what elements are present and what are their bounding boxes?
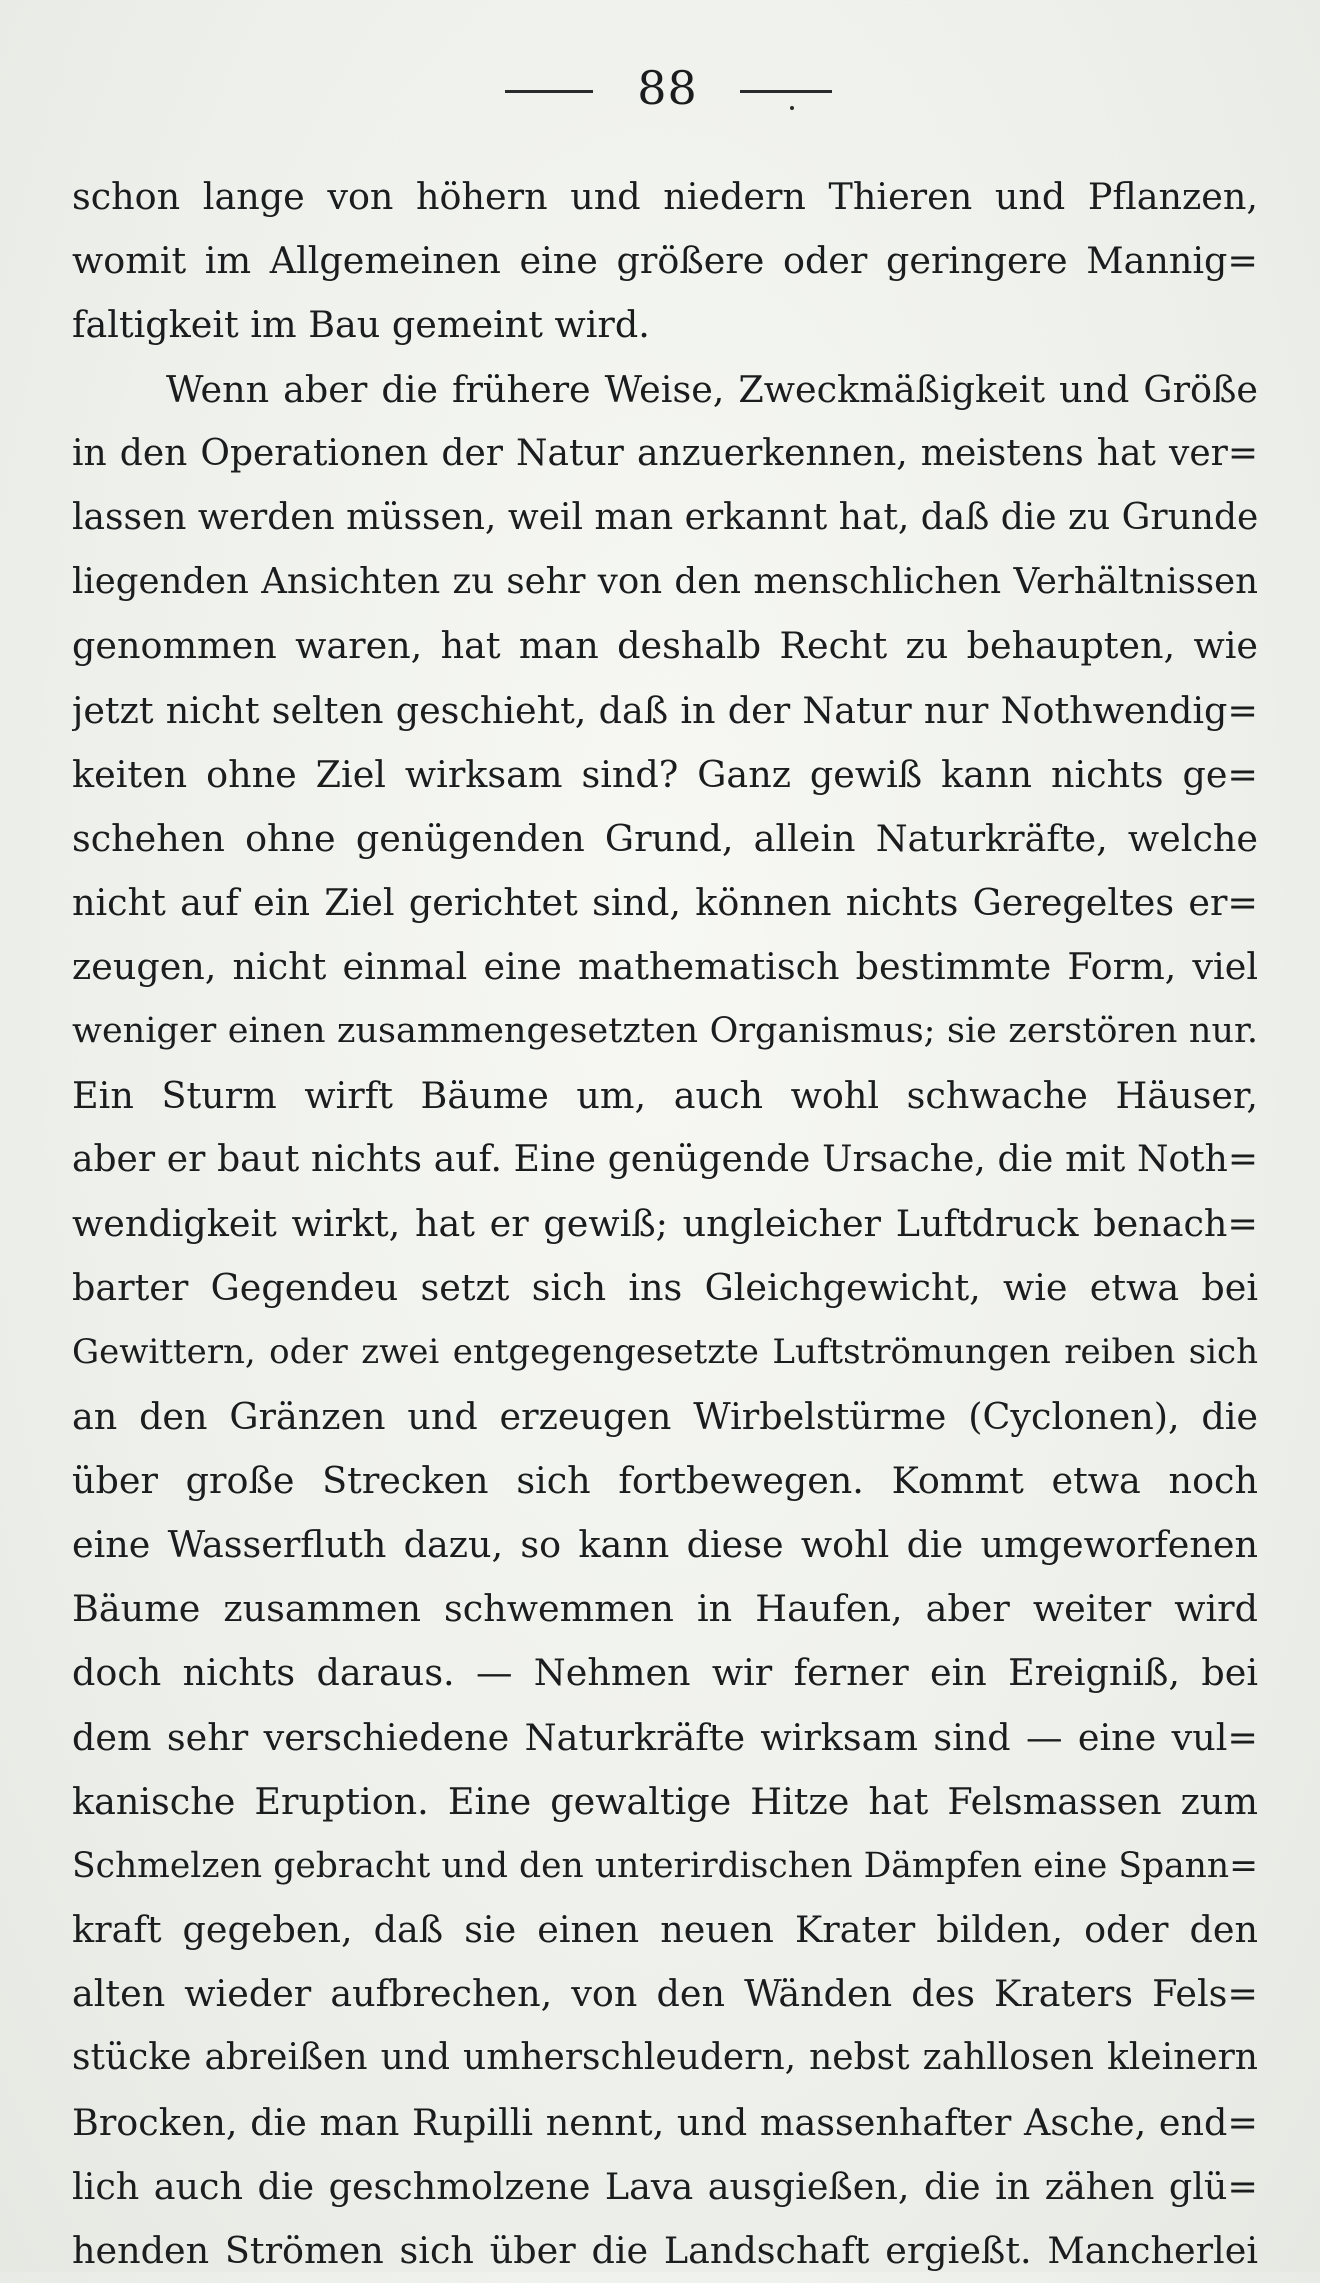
- text-line: schon lange von höhern und niedern Thieren und Pflanzen,: [72, 175, 1258, 218]
- body-text: [72, 165, 1258, 2283]
- text-line: lich auch die geschmolzene Lava ausgießen, die in zähen glü=: [72, 2164, 1258, 2208]
- text-line: dem sehr verschiedene Naturkräfte wirksam sind — eine vul=: [72, 1715, 1258, 1759]
- text-line: Brocken, die man Rupilli nennt, und massenhafter Asche, end=: [72, 2100, 1258, 2144]
- text-line: stücke abreißen und umherschleudern, nebst zahllosen kleinern: [72, 2037, 1258, 2079]
- header-dot: [790, 106, 794, 110]
- text-line: henden Strömen sich über die Landschaft ergießt. Mancherlei: [72, 2229, 1258, 2272]
- header-rule-right: [740, 90, 832, 93]
- text-line: eine Wasserfluth dazu, so kann diese wohl die umgeworfenen: [72, 1522, 1258, 1566]
- text-line: doch nichts daraus. — Nehmen wir ferner ein Ereigniß, bei: [72, 1651, 1258, 1695]
- text-line: keiten ohne Ziel wirksam sind? Ganz gewiß kann nichts ge=: [72, 752, 1258, 796]
- text-line: liegenden Ansichten zu sehr von den menschlichen Verhältnissen: [72, 561, 1258, 603]
- page-number: 88: [637, 61, 698, 115]
- text-line: lassen werden müssen, weil man erkannt hat, daß die zu Grunde: [72, 496, 1258, 538]
- text-line: aber er baut nichts auf. Eine genügende Ursache, die mit Noth=: [72, 1138, 1258, 1180]
- text-line: schehen ohne genügenden Grund, allein Naturkräfte, welche: [72, 816, 1258, 860]
- paragraph-start-line: Wenn aber die frühere Weise, Zweckmäßigkeit und Größe: [166, 367, 1258, 411]
- text-line: Bäume zusammen schwemmen in Haufen, aber weiter wird: [72, 1587, 1258, 1631]
- text-line: faltigkeit im Bau gemeint wird.: [72, 303, 650, 347]
- text-line: kanische Eruption. Eine gewaltige Hitze hat Felsmassen zum: [72, 1779, 1258, 1823]
- text-line: Ein Sturm wirft Bäume um, auch wohl schwache Häuser,: [72, 1073, 1258, 1117]
- text-line: jetzt nicht selten geschieht, daß in der Natur nur Nothwendig=: [72, 688, 1258, 732]
- text-line: Schmelzen gebracht und den unterirdischen Dämpfen eine Spann=: [72, 1845, 1258, 1886]
- header-rule-left: [505, 90, 593, 93]
- text-line: an den Gränzen und erzeugen Wirbelstürme (Cyclonen), die: [72, 1394, 1258, 1438]
- text-line: genommen waren, hat man deshalb Recht zu behaupten, wie: [72, 624, 1258, 668]
- page-header: [0, 58, 1320, 118]
- text-line: Gewittern, oder zwei entgegengesetzte Luftströmungen reiben sich: [72, 1332, 1258, 1373]
- text-line: über große Strecken sich fortbewegen. Kommt etwa noch: [72, 1458, 1258, 1502]
- text-line: kraft gegeben, daß sie einen neuen Krater bilden, oder den: [72, 1908, 1258, 1952]
- text-line: nicht auf ein Ziel gerichtet sind, können nichts Geregeltes er=: [72, 881, 1258, 925]
- text-line: alten wieder aufbrechen, von den Wänden des Kraters Fels=: [72, 1972, 1258, 2016]
- text-line: zeugen, nicht einmal eine mathematisch bestimmte Form, viel: [72, 945, 1258, 989]
- text-line: weniger einen zusammengesetzten Organismus; sie zerstören nur.: [72, 1011, 1258, 1052]
- text-line: wendigkeit wirkt, hat er gewiß; ungleicher Luftdruck benach=: [72, 1202, 1258, 1245]
- text-line: womit im Allgemeinen eine größere oder geringere Mannig=: [72, 239, 1258, 283]
- text-line: barter Gegendeu setzt sich ins Gleichgewicht, wie etwa bei: [72, 1266, 1258, 1310]
- text-line: in den Operationen der Natur anzuerkennen, meistens hat ver=: [72, 432, 1258, 474]
